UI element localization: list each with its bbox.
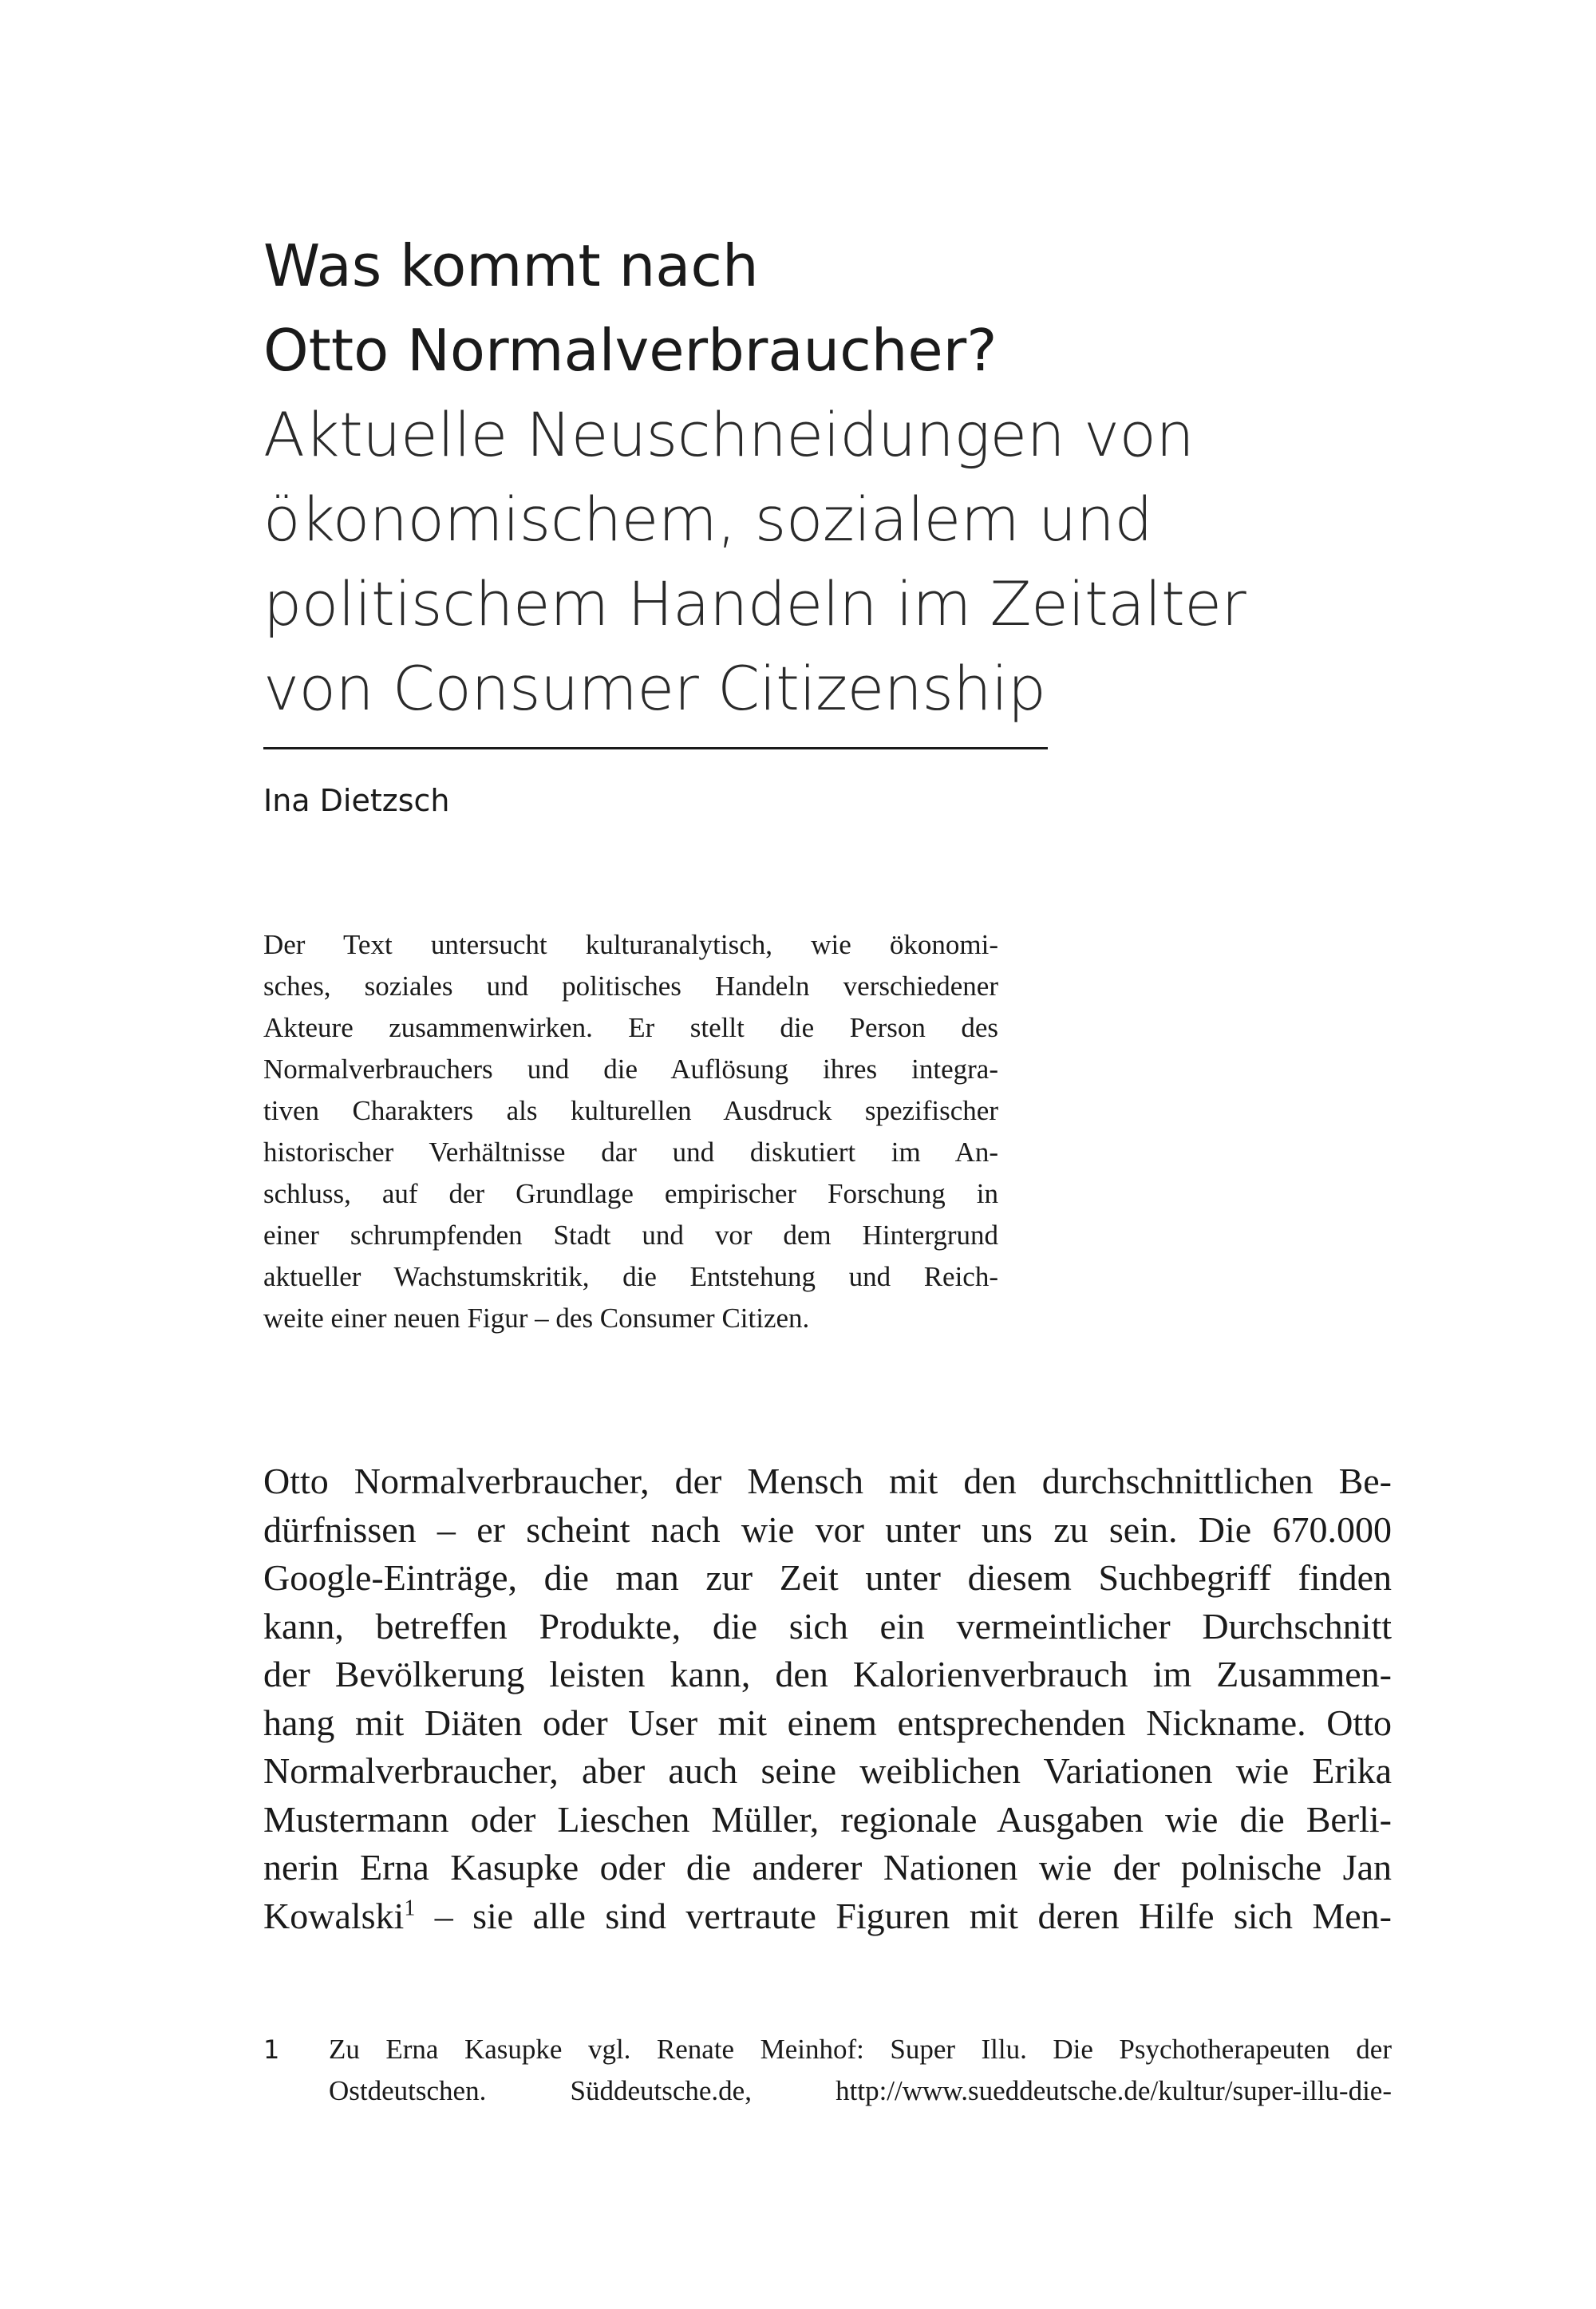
body-text-segment: Kowalski [263, 1895, 405, 1936]
abstract-line: Der Text untersucht kulturanalytisch, wie ökonomi- [263, 929, 998, 960]
body-line: nerin Erna Kasupke oder die anderer Nationen wie der polnische Jan [263, 1847, 1392, 1888]
body-line: Otto Normalverbraucher, der Mensch mit den durchschnittlichen Be- [263, 1461, 1392, 1501]
body-line: Google-Einträge, die man zur Zeit unter diesem Suchbegriff finden [263, 1557, 1392, 1598]
abstract-line: weite einer neuen Figur – des Consumer Citizen. [263, 1303, 810, 1334]
body-paragraph [263, 1457, 1392, 1940]
subtitle-line: politischem Handeln im Zeitalter [263, 568, 1246, 639]
abstract-line: Normalverbrauchers und die Auflösung ihres integra- [263, 1054, 998, 1085]
abstract-line: historischer Verhältnisse dar und diskutiert im An- [263, 1137, 998, 1168]
abstract-line: schluss, auf der Grundlage empirischer Forschung in [263, 1178, 998, 1209]
subtitle-line: Aktuelle Neuschneidungen von [263, 399, 1195, 470]
body-line: kann, betreffen Produkte, die sich ein vermeintlicher Durchschnitt [263, 1605, 1392, 1647]
author-name: Ina Dietzsch [263, 783, 450, 818]
chapter-title [263, 223, 1381, 731]
title-main [263, 223, 1381, 393]
footnote-reference[interactable]: 1 [404, 1896, 416, 1921]
body-line [263, 1892, 1392, 1941]
title-line: Was kommt nach [263, 232, 759, 299]
abstract-line: Akteure zusammenwirken. Er stellt die Person des [263, 1012, 998, 1043]
body-line: dürfnissen – er scheint nach wie vor unter uns zu sein. Die 670.000 [263, 1508, 1392, 1550]
subtitle-line: ökonomischem, sozialem und [263, 484, 1153, 555]
body-line: Normalverbraucher, aber auch seine weiblichen Variationen wie Erika [263, 1750, 1392, 1791]
body-line: der Bevölkerung leisten kann, den Kalorienverbrauch im Zusammen- [263, 1654, 1392, 1694]
abstract-line: aktueller Wachstumskritik, die Entstehung und Reich- [263, 1261, 998, 1292]
body-line: Mustermann oder Lieschen Müller, regionale Ausgaben wie die Berli- [263, 1798, 1392, 1840]
abstract [263, 924, 998, 1339]
abstract-line: einer schrumpfenden Stadt und vor dem Hintergrund [263, 1220, 998, 1251]
body-line: hang mit Diäten oder User mit einem entsprechenden Nickname. Otto [263, 1702, 1392, 1743]
title-divider [263, 747, 1048, 749]
footnote-line: Ostdeutschen. Süddeutsche.de, http://www.sueddeutsche.de/kultur/super-illu-die- [329, 2075, 1392, 2106]
title-line: Otto Normalverbraucher? [263, 317, 998, 384]
footnote-text [329, 2029, 1392, 2112]
body-text-segment: – sie alle sind vertraute Figuren mit deren Hilfe sich Men- [415, 1895, 1392, 1936]
abstract-line: tiven Charakters als kulturellen Ausdruck spezifischer [263, 1095, 998, 1126]
subtitle-line: von Consumer Citizenship [263, 653, 1046, 724]
abstract-line: sches, soziales und politisches Handeln verschiedener [263, 971, 998, 1002]
subtitle [263, 393, 1381, 731]
footnote-line: Zu Erna Kasupke vgl. Renate Meinhof: Super Illu. Die Psychotherapeuten der [329, 2034, 1392, 2065]
footnote-number: 1 [263, 2034, 280, 2065]
